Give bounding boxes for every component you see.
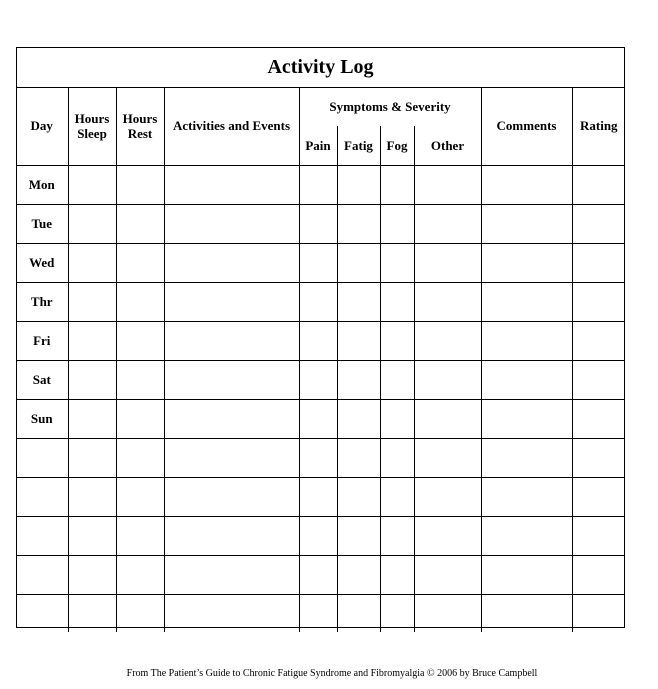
activities-cell[interactable] — [164, 165, 299, 204]
hours-rest-cell[interactable] — [116, 204, 164, 243]
comments-cell[interactable] — [481, 165, 572, 204]
table-row — [16, 477, 625, 516]
other-cell[interactable] — [414, 165, 481, 204]
hours-rest-cell[interactable] — [116, 282, 164, 321]
pain-cell[interactable] — [299, 204, 337, 243]
day-cell[interactable] — [16, 555, 68, 594]
other-cell[interactable] — [414, 477, 481, 516]
hours-rest-line-2: Rest — [127, 125, 153, 141]
day-cell[interactable] — [16, 594, 68, 632]
comments-cell[interactable] — [481, 321, 572, 360]
hours-rest-cell[interactable] — [116, 438, 164, 477]
day-cell: Tue — [16, 204, 68, 243]
rating-cell[interactable] — [572, 321, 625, 360]
comments-cell[interactable] — [481, 360, 572, 399]
comments-cell[interactable] — [481, 555, 572, 594]
pain-cell[interactable] — [299, 594, 337, 632]
pain-cell[interactable] — [299, 438, 337, 477]
pain-cell[interactable] — [299, 360, 337, 399]
table-row — [16, 360, 625, 399]
other-cell[interactable] — [414, 360, 481, 399]
day-cell[interactable] — [16, 438, 68, 477]
table-row — [16, 282, 625, 321]
rating-cell[interactable] — [572, 477, 625, 516]
fog-cell[interactable] — [380, 282, 414, 321]
footer-credit: From The Patient’s Guide to Chronic Fatigue Syndrome and Fibromyalgia © 2006 by Bruce Campbell — [126, 668, 538, 679]
activities-cell[interactable] — [164, 282, 299, 321]
comments-cell[interactable] — [481, 399, 572, 438]
table-row — [16, 399, 625, 438]
pain-cell[interactable] — [299, 165, 337, 204]
header-row — [16, 87, 625, 126]
fog-cell[interactable] — [380, 399, 414, 438]
rating-cell[interactable] — [572, 360, 625, 399]
fog-cell[interactable] — [380, 321, 414, 360]
hours-rest-line-1: Hours — [122, 110, 158, 126]
table-row — [16, 243, 625, 282]
other-cell[interactable] — [414, 438, 481, 477]
day-cell: Mon — [16, 165, 68, 204]
hours-sleep-cell[interactable] — [68, 243, 116, 282]
comments-cell[interactable] — [481, 243, 572, 282]
comments-cell[interactable] — [481, 438, 572, 477]
activities-cell[interactable] — [164, 594, 299, 632]
hours-sleep-line-1: Hours — [74, 110, 110, 126]
other-cell[interactable] — [414, 594, 481, 632]
fog-cell[interactable] — [380, 477, 414, 516]
page-title: Activity Log — [17, 48, 624, 88]
fatig-cell[interactable] — [337, 204, 380, 243]
activities-cell[interactable] — [164, 399, 299, 438]
hours-rest-cell[interactable] — [116, 321, 164, 360]
hours-sleep-line-2: Sleep — [77, 125, 107, 141]
comments-cell[interactable] — [481, 516, 572, 555]
activities-cell[interactable] — [164, 555, 299, 594]
hours-sleep-cell[interactable] — [68, 477, 116, 516]
hours-sleep-cell[interactable] — [68, 360, 116, 399]
hours-sleep-cell[interactable] — [68, 282, 116, 321]
comments-cell[interactable] — [481, 282, 572, 321]
other-cell[interactable] — [414, 516, 481, 555]
fog-cell[interactable] — [380, 204, 414, 243]
fog-cell[interactable] — [380, 594, 414, 632]
comments-cell[interactable] — [481, 594, 572, 632]
column-header-hours-rest — [116, 87, 164, 165]
fog-cell[interactable] — [380, 516, 414, 555]
column-header-activities: Activities and Events — [164, 87, 299, 165]
fog-cell[interactable] — [380, 165, 414, 204]
fatig-cell[interactable] — [337, 282, 380, 321]
day-cell: Thr — [16, 282, 68, 321]
hours-rest-cell[interactable] — [116, 360, 164, 399]
fatig-cell[interactable] — [337, 477, 380, 516]
fatig-cell[interactable] — [337, 243, 380, 282]
day-cell: Sat — [16, 360, 68, 399]
hours-sleep-cell[interactable] — [68, 438, 116, 477]
rating-cell[interactable] — [572, 438, 625, 477]
pain-cell[interactable] — [299, 555, 337, 594]
other-cell[interactable] — [414, 243, 481, 282]
fog-cell[interactable] — [380, 360, 414, 399]
hours-rest-cell[interactable] — [116, 165, 164, 204]
column-group-symptoms-severity: Symptoms & Severity — [299, 87, 481, 126]
other-cell[interactable] — [414, 321, 481, 360]
table-row — [16, 438, 625, 477]
hours-sleep-cell[interactable] — [68, 204, 116, 243]
hours-rest-cell[interactable] — [116, 516, 164, 555]
hours-sleep-cell[interactable] — [68, 555, 116, 594]
pain-cell[interactable] — [299, 399, 337, 438]
hours-sleep-cell[interactable] — [68, 321, 116, 360]
pain-cell[interactable] — [299, 516, 337, 555]
comments-cell[interactable] — [481, 477, 572, 516]
other-cell[interactable] — [414, 282, 481, 321]
rating-cell[interactable] — [572, 399, 625, 438]
day-cell: Wed — [16, 243, 68, 282]
activities-cell[interactable] — [164, 243, 299, 282]
pain-cell[interactable] — [299, 243, 337, 282]
rating-cell[interactable] — [572, 555, 625, 594]
rating-cell[interactable] — [572, 282, 625, 321]
hours-sleep-cell[interactable] — [68, 594, 116, 632]
table-row — [16, 204, 625, 243]
activities-cell[interactable] — [164, 477, 299, 516]
column-header-pain: Pain — [299, 126, 337, 165]
fatig-cell[interactable] — [337, 516, 380, 555]
hours-rest-cell[interactable] — [116, 555, 164, 594]
other-cell[interactable] — [414, 399, 481, 438]
day-cell[interactable] — [16, 516, 68, 555]
table-row — [16, 165, 625, 204]
column-header-hours-sleep — [68, 87, 116, 165]
column-header-day: Day — [16, 87, 68, 165]
table-row — [16, 516, 625, 555]
fog-cell[interactable] — [380, 438, 414, 477]
rating-cell[interactable] — [572, 204, 625, 243]
activity-log-sheet — [16, 47, 625, 628]
rating-cell[interactable] — [572, 516, 625, 555]
table-row — [16, 555, 625, 594]
hours-rest-cell[interactable] — [116, 243, 164, 282]
rating-cell[interactable] — [572, 165, 625, 204]
hours-rest-cell[interactable] — [116, 594, 164, 632]
activities-cell[interactable] — [164, 516, 299, 555]
activities-cell[interactable] — [164, 204, 299, 243]
column-header-fog: Fog — [380, 126, 414, 165]
fatig-cell[interactable] — [337, 555, 380, 594]
day-cell: Sun — [16, 399, 68, 438]
day-cell[interactable] — [16, 477, 68, 516]
hours-sleep-cell[interactable] — [68, 165, 116, 204]
table-row — [16, 321, 625, 360]
fatig-cell[interactable] — [337, 360, 380, 399]
fatig-cell[interactable] — [337, 321, 380, 360]
column-header-rating: Rating — [572, 87, 625, 165]
column-header-other: Other — [414, 126, 481, 165]
hours-rest-cell[interactable] — [116, 399, 164, 438]
fatig-cell[interactable] — [337, 165, 380, 204]
hours-sleep-cell[interactable] — [68, 516, 116, 555]
rating-cell[interactable] — [572, 243, 625, 282]
table-row — [16, 594, 625, 632]
activities-cell[interactable] — [164, 360, 299, 399]
other-cell[interactable] — [414, 555, 481, 594]
pain-cell[interactable] — [299, 321, 337, 360]
activity-log-table — [16, 87, 625, 632]
hours-rest-cell[interactable] — [116, 477, 164, 516]
pain-cell[interactable] — [299, 477, 337, 516]
fog-cell[interactable] — [380, 555, 414, 594]
fatig-cell[interactable] — [337, 399, 380, 438]
fatig-cell[interactable] — [337, 438, 380, 477]
comments-cell[interactable] — [481, 204, 572, 243]
activities-cell[interactable] — [164, 321, 299, 360]
fatig-cell[interactable] — [337, 594, 380, 632]
day-cell: Fri — [16, 321, 68, 360]
pain-cell[interactable] — [299, 282, 337, 321]
fog-cell[interactable] — [380, 243, 414, 282]
other-cell[interactable] — [414, 204, 481, 243]
activities-cell[interactable] — [164, 438, 299, 477]
rating-cell[interactable] — [572, 594, 625, 632]
column-header-comments: Comments — [481, 87, 572, 165]
column-header-fatig: Fatig — [337, 126, 380, 165]
hours-sleep-cell[interactable] — [68, 399, 116, 438]
